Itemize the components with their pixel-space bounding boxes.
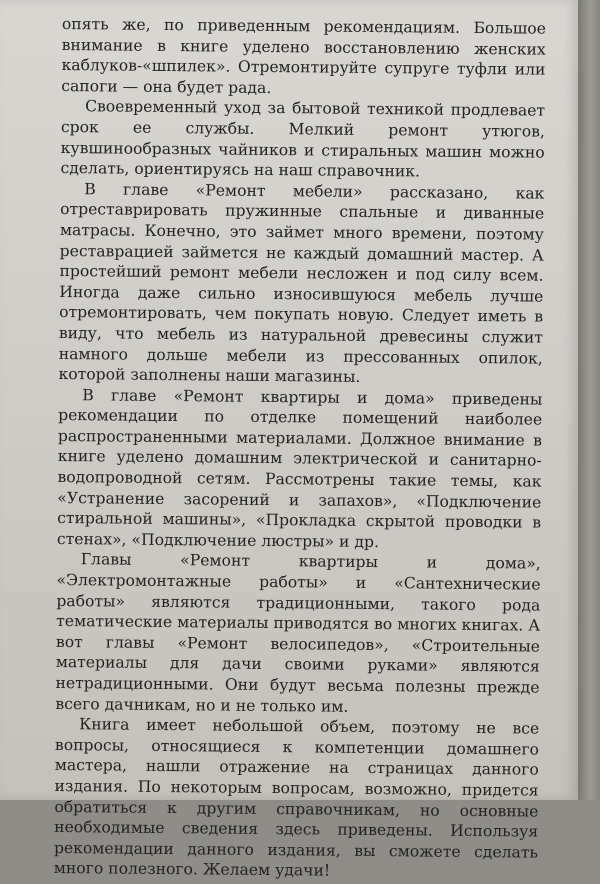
page-edge (578, 0, 600, 800)
paragraph-2: Своевременный уход за бытовой техникой продлевает срок ее службы. Мелкий ремонт утюгов, кувшинообразных чайников и стиральных машин можно сделать, ориентируясь на наш справочник. (60, 97, 546, 181)
paragraph-6: Книга имеет небольшой объем, поэтому не все вопросы, относящиеся к компетенции домашнего мастера, нашли отражение на страницах данного издания. По некоторым вопросам, возможно, придется обратиться к другим справочникам, но основные необходимые сведения здесь приведены. Используя рекомендации данного издания, вы сможете сделать много полезного. Желаем удачи! (53, 715, 540, 880)
paragraph-3: В главе «Ремонт мебели» рассказано, как отреставрировать пружинные спальные и диванные матрасы. Конечно, это займет много времени, поэтому реставрацией займется не каждый домашний мастер. А простейший ремонт мебели несложен и под силу всем. Иногда даже сильно износившуюся мебель лучше отремонтировать, чем покупать новую. Следует иметь в виду, что мебель из натуральной древесины служит намного дольше мебели из прессованных опилок, которой заполнены наши магазины. (58, 179, 545, 386)
paragraph-4: В главе «Ремонт квартиры и дома» приведены рекомендации по отделке помещений наиболее распространенными материалами. Должное внимание в книге уделено домашним электрической и санитарно-водопроводной сетям. Рассмотрены такие темы, как «Устранение засорений и запахов», «Подключение стиральной машины», «Прокладка скрытой проводки в стенах», «Подключение люстры» и др. (56, 385, 543, 551)
page-text (54, 14, 546, 884)
paragraph-5: Главы «Ремонт квартиры и дома», «Электромонтажные работы» и «Сантехнические работы» являются традиционными, такого рода тематические материалы приводятся во многих книгах. А вот главы «Ремонт велосипедов», «Строительные материалы для дачи своими руками» являются нетрадиционными. Они будут весьма полезны прежде всего дачникам, но и не только им. (55, 550, 541, 716)
paragraph-1: опять же, по приведенным рекомендациям. Большое внимание в книге уделено восстановлению женских каблуков-«шпилек». Отремонтируйте супруге туфли или сапоги — она будет рада. (61, 14, 546, 97)
